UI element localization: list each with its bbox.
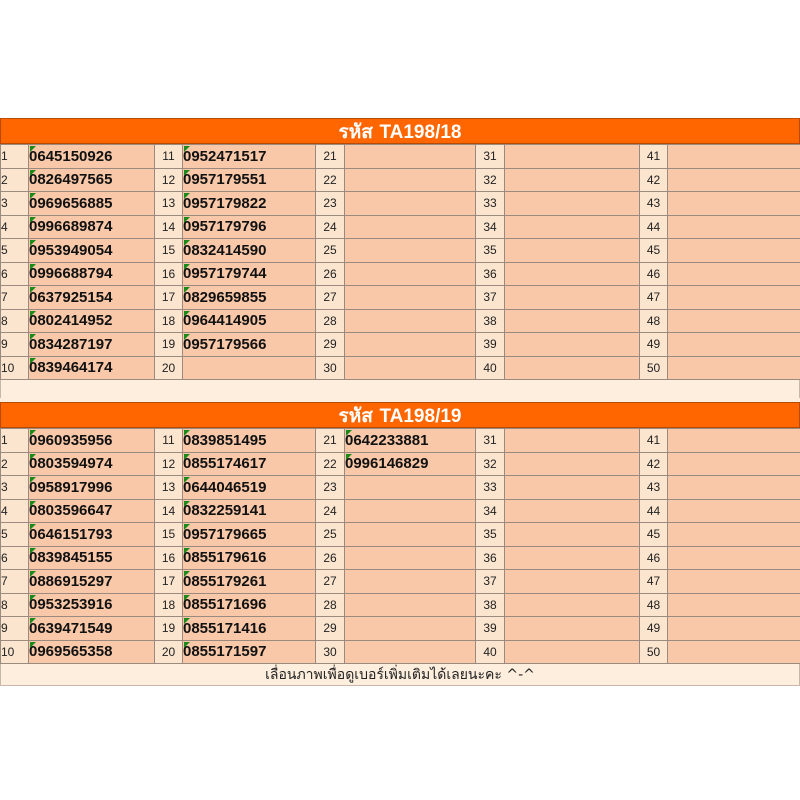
phone-number-cell[interactable]: 0803594974 [29,452,155,476]
row-index-cell[interactable]: 4 [1,499,29,523]
row-index-cell[interactable]: 30 [316,640,345,664]
phone-number-cell[interactable]: 0960935956 [29,429,155,453]
phone-number-cell[interactable]: 0839464174 [29,356,155,380]
phone-number-cell[interactable] [668,309,800,333]
table-row [1,523,800,547]
row-index-cell[interactable]: 38 [476,309,505,333]
table-row [1,546,800,570]
phone-number-cell[interactable]: 0855174617 [183,452,316,476]
phone-number-cell[interactable] [668,640,800,664]
table-row [1,570,800,594]
row-index-cell[interactable]: 12 [155,452,183,476]
phone-number-cell[interactable] [505,452,640,476]
phone-number-cell[interactable]: 0855171696 [183,593,316,617]
row-index-cell[interactable]: 24 [316,499,345,523]
row-index-cell[interactable]: 18 [155,309,183,333]
row-index-cell[interactable]: 45 [640,523,668,547]
row-index-cell[interactable]: 40 [476,356,505,380]
row-index-cell[interactable]: 7 [1,570,29,594]
row-index-cell[interactable]: 4 [1,215,29,239]
phone-number-cell[interactable]: 0645150926 [29,145,155,169]
phone-number-cell[interactable]: 0953949054 [29,239,155,263]
phone-number-cell[interactable]: 0957179796 [183,215,316,239]
row-index-cell[interactable]: 10 [1,356,29,380]
phone-number-cell[interactable] [505,523,640,547]
row-index-cell[interactable]: 34 [476,215,505,239]
row-index-cell[interactable]: 29 [316,333,345,357]
row-index-cell[interactable]: 49 [640,333,668,357]
row-index-cell[interactable]: 46 [640,262,668,286]
phone-number-cell[interactable] [668,262,800,286]
phone-number-cell[interactable]: 0832259141 [183,499,316,523]
row-index-cell[interactable]: 6 [1,546,29,570]
phone-number-cell[interactable] [505,546,640,570]
phone-number-cell[interactable] [345,570,476,594]
section-header-2[interactable] [0,402,800,428]
phone-number-cell[interactable] [505,570,640,594]
phone-number-cell[interactable]: 0952471517 [183,145,316,169]
phone-number-cell[interactable]: 0829659855 [183,286,316,310]
phone-number-cell[interactable]: 0826497565 [29,168,155,192]
row-index-cell[interactable]: 31 [476,429,505,453]
table-row [1,168,800,192]
row-index-cell[interactable]: 10 [1,640,29,664]
row-index-cell[interactable]: 42 [640,168,668,192]
phone-number-cell[interactable] [668,476,800,500]
row-index-cell[interactable]: 50 [640,640,668,664]
phone-number-cell[interactable]: 0957179665 [183,523,316,547]
row-index-cell[interactable]: 46 [640,546,668,570]
phone-number-cell[interactable]: 0639471549 [29,617,155,641]
row-index-cell[interactable]: 23 [316,192,345,216]
row-index-cell[interactable]: 43 [640,192,668,216]
phone-number-cell[interactable]: 0646151793 [29,523,155,547]
row-index-cell[interactable]: 27 [316,570,345,594]
row-index-cell[interactable]: 37 [476,286,505,310]
phone-number-cell[interactable]: 0855171597 [183,640,316,664]
spreadsheet [0,118,800,686]
row-index-cell[interactable]: 38 [476,593,505,617]
row-index-cell[interactable]: 14 [155,499,183,523]
row-index-cell[interactable]: 36 [476,262,505,286]
phone-number-cell[interactable] [668,333,800,357]
row-index-cell[interactable]: 19 [155,617,183,641]
phone-number-cell[interactable]: 0839845155 [29,546,155,570]
number-table-2 [0,428,800,664]
number-table-1 [0,144,800,380]
row-index-cell[interactable]: 48 [640,309,668,333]
phone-number-cell[interactable] [345,523,476,547]
row-index-cell[interactable]: 40 [476,640,505,664]
row-index-cell[interactable]: 8 [1,593,29,617]
table-row [1,640,800,664]
row-index-cell[interactable]: 20 [155,356,183,380]
phone-number-cell[interactable]: 0834287197 [29,333,155,357]
row-index-cell[interactable]: 42 [640,452,668,476]
table-row [1,499,800,523]
row-index-cell[interactable]: 12 [155,168,183,192]
phone-number-cell[interactable] [183,356,316,380]
phone-number-cell[interactable]: 0957179744 [183,262,316,286]
phone-number-cell[interactable] [345,239,476,263]
phone-number-cell[interactable] [345,617,476,641]
row-index-cell[interactable]: 41 [640,145,668,169]
phone-number-cell[interactable] [668,168,800,192]
table-row [1,309,800,333]
table-row [1,192,800,216]
section-header-1[interactable] [0,118,800,144]
row-index-cell[interactable]: 35 [476,239,505,263]
phone-number-cell[interactable] [668,429,800,453]
row-index-cell[interactable]: 9 [1,617,29,641]
phone-number-cell[interactable] [505,286,640,310]
phone-number-cell[interactable]: 0964414905 [183,309,316,333]
row-index-cell[interactable]: 35 [476,523,505,547]
phone-number-cell[interactable] [668,239,800,263]
phone-number-cell[interactable] [668,499,800,523]
row-index-cell[interactable]: 41 [640,429,668,453]
phone-number-cell[interactable]: 0958917996 [29,476,155,500]
section-code-prefix: รหัส [338,405,373,427]
row-index-cell[interactable]: 47 [640,286,668,310]
phone-number-cell[interactable]: 0832414590 [183,239,316,263]
phone-number-cell[interactable] [505,640,640,664]
phone-number-cell[interactable] [668,145,800,169]
row-index-cell[interactable]: 27 [316,286,345,310]
row-index-cell[interactable]: 7 [1,286,29,310]
table-row [1,286,800,310]
phone-number-cell[interactable]: 0637925154 [29,286,155,310]
phone-number-cell[interactable] [345,215,476,239]
table-row [1,145,800,169]
phone-number-cell[interactable]: 0855179616 [183,546,316,570]
table-row [1,452,800,476]
row-index-cell[interactable]: 1 [1,429,29,453]
row-index-cell[interactable]: 29 [316,617,345,641]
section-code: TA198/19 [379,406,462,427]
row-index-cell[interactable]: 44 [640,499,668,523]
phone-number-cell[interactable] [345,546,476,570]
phone-number-cell[interactable]: 0839851495 [183,429,316,453]
row-index-cell[interactable]: 21 [316,145,345,169]
phone-number-cell[interactable] [345,168,476,192]
table-row [1,476,800,500]
row-index-cell[interactable]: 22 [316,168,345,192]
section-code: TA198/18 [379,122,462,143]
table-row [1,617,800,641]
phone-number-cell[interactable]: 0855171416 [183,617,316,641]
row-index-cell[interactable]: 32 [476,452,505,476]
row-index-cell[interactable]: 11 [155,145,183,169]
row-index-cell[interactable]: 17 [155,570,183,594]
row-index-cell[interactable]: 3 [1,476,29,500]
row-index-cell[interactable]: 5 [1,523,29,547]
phone-number-cell[interactable] [345,499,476,523]
phone-number-cell[interactable] [505,215,640,239]
table-row [1,429,800,453]
row-index-cell[interactable]: 26 [316,546,345,570]
phone-number-cell[interactable] [505,309,640,333]
row-index-cell[interactable]: 5 [1,239,29,263]
phone-number-cell[interactable]: 0802414952 [29,309,155,333]
row-index-cell[interactable]: 21 [316,429,345,453]
phone-number-cell[interactable] [505,333,640,357]
row-index-cell[interactable]: 24 [316,215,345,239]
row-index-cell[interactable]: 34 [476,499,505,523]
row-index-cell[interactable]: 26 [316,262,345,286]
phone-number-cell[interactable] [668,570,800,594]
row-index-cell[interactable]: 33 [476,192,505,216]
phone-number-cell[interactable] [505,429,640,453]
phone-number-cell[interactable] [505,499,640,523]
phone-number-cell[interactable]: 0957179566 [183,333,316,357]
phone-number-cell[interactable]: 0969656885 [29,192,155,216]
phone-number-cell[interactable] [668,356,800,380]
row-index-cell[interactable]: 2 [1,168,29,192]
phone-number-cell[interactable] [505,617,640,641]
phone-number-cell[interactable] [345,593,476,617]
phone-number-cell[interactable]: 0953253916 [29,593,155,617]
row-index-cell[interactable]: 39 [476,617,505,641]
phone-number-cell[interactable]: 0996146829 [345,452,476,476]
row-index-cell[interactable]: 48 [640,593,668,617]
row-index-cell[interactable]: 19 [155,333,183,357]
phone-number-cell[interactable] [345,286,476,310]
row-index-cell[interactable]: 15 [155,523,183,547]
phone-number-cell[interactable] [345,309,476,333]
row-index-cell[interactable]: 36 [476,546,505,570]
phone-number-cell[interactable]: 0969565358 [29,640,155,664]
phone-number-cell[interactable] [345,356,476,380]
phone-number-cell[interactable]: 0957179551 [183,168,316,192]
phone-number-cell[interactable]: 0996688794 [29,262,155,286]
phone-number-cell[interactable] [345,476,476,500]
phone-number-cell[interactable] [505,476,640,500]
phone-number-cell[interactable]: 0886915297 [29,570,155,594]
phone-number-cell[interactable]: 0644046519 [183,476,316,500]
row-index-cell[interactable]: 49 [640,617,668,641]
phone-number-cell[interactable] [345,145,476,169]
phone-number-cell[interactable]: 0957179822 [183,192,316,216]
row-index-cell[interactable]: 25 [316,523,345,547]
phone-number-cell[interactable] [505,262,640,286]
row-index-cell[interactable]: 20 [155,640,183,664]
phone-number-cell[interactable] [668,617,800,641]
row-index-cell[interactable]: 47 [640,570,668,594]
row-index-cell[interactable]: 11 [155,429,183,453]
phone-number-cell[interactable] [668,523,800,547]
row-index-cell[interactable]: 16 [155,262,183,286]
table-row [1,215,800,239]
row-index-cell[interactable]: 31 [476,145,505,169]
phone-number-cell[interactable] [668,593,800,617]
phone-number-cell[interactable] [345,262,476,286]
section-spacer [0,380,800,398]
phone-number-cell[interactable] [345,640,476,664]
row-index-cell[interactable]: 43 [640,476,668,500]
section-code-prefix: รหัส [338,121,373,143]
row-index-cell[interactable]: 3 [1,192,29,216]
row-index-cell[interactable]: 37 [476,570,505,594]
phone-number-cell[interactable]: 0642233881 [345,429,476,453]
row-index-cell[interactable]: 33 [476,476,505,500]
row-index-cell[interactable]: 14 [155,215,183,239]
row-index-cell[interactable]: 13 [155,192,183,216]
row-index-cell[interactable]: 22 [316,452,345,476]
table-row [1,333,800,357]
phone-number-cell[interactable] [505,593,640,617]
phone-number-cell[interactable]: 0996689874 [29,215,155,239]
phone-number-cell[interactable] [668,215,800,239]
phone-number-cell[interactable] [505,145,640,169]
row-index-cell[interactable]: 16 [155,546,183,570]
row-index-cell[interactable]: 45 [640,239,668,263]
phone-number-cell[interactable] [505,192,640,216]
table-row [1,593,800,617]
row-index-cell[interactable]: 17 [155,286,183,310]
phone-number-cell[interactable]: 0803596647 [29,499,155,523]
table-row [1,239,800,263]
phone-number-cell[interactable] [345,333,476,357]
row-index-cell[interactable]: 8 [1,309,29,333]
scroll-hint-footer: เลื่อนภาพเพื่อดูเบอร์เพิ่มเติมได้เลยนะคะ ^-^ [0,664,800,686]
row-index-cell[interactable]: 28 [316,593,345,617]
phone-number-cell[interactable] [668,192,800,216]
row-index-cell[interactable]: 32 [476,168,505,192]
row-index-cell[interactable]: 30 [316,356,345,380]
phone-number-cell[interactable] [345,192,476,216]
phone-number-cell[interactable] [668,546,800,570]
row-index-cell[interactable]: 9 [1,333,29,357]
phone-number-cell[interactable] [505,239,640,263]
row-index-cell[interactable]: 13 [155,476,183,500]
phone-number-cell[interactable] [505,168,640,192]
phone-number-cell[interactable]: 0855179261 [183,570,316,594]
row-index-cell[interactable]: 28 [316,309,345,333]
row-index-cell[interactable]: 25 [316,239,345,263]
row-index-cell[interactable]: 50 [640,356,668,380]
row-index-cell[interactable]: 6 [1,262,29,286]
table-row [1,356,800,380]
row-index-cell[interactable]: 1 [1,145,29,169]
row-index-cell[interactable]: 23 [316,476,345,500]
row-index-cell[interactable]: 15 [155,239,183,263]
row-index-cell[interactable]: 18 [155,593,183,617]
phone-number-cell[interactable] [668,452,800,476]
table-row [1,262,800,286]
row-index-cell[interactable]: 44 [640,215,668,239]
phone-number-cell[interactable] [505,356,640,380]
phone-number-cell[interactable] [668,286,800,310]
row-index-cell[interactable]: 39 [476,333,505,357]
row-index-cell[interactable]: 2 [1,452,29,476]
